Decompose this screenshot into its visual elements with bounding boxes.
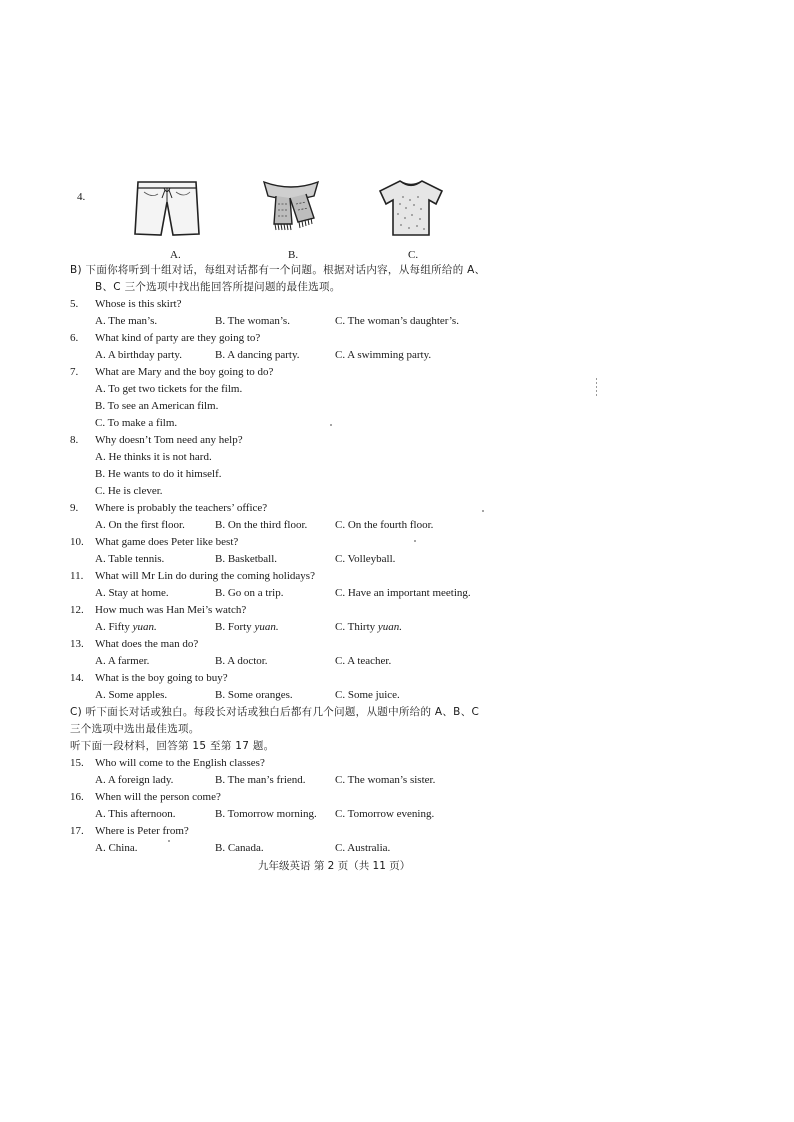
option-b: B. A dancing party. (215, 349, 300, 361)
option-c: C. Have an important meeting. (335, 587, 471, 599)
question-5-options (70, 313, 540, 330)
option-c: C. Thirty yuan. (335, 621, 403, 633)
option-b: B. On the third floor. (215, 519, 308, 531)
question-11 (70, 568, 540, 585)
question-number: 10. (70, 536, 84, 548)
option-b: B. Basketball. (215, 553, 278, 565)
question-13 (70, 636, 540, 653)
option-a: A. On the first floor. (95, 519, 185, 531)
question-text: What kind of party are they going to? (95, 332, 261, 344)
scan-speck (168, 840, 170, 842)
option-c: C. Volleyball. (335, 553, 396, 565)
question-text: What is the boy going to buy? (95, 672, 228, 684)
question-17-options (70, 840, 540, 857)
option-c: C. Australia. (335, 842, 391, 854)
yuan-italic: yuan. (132, 621, 157, 633)
scan-speck (330, 424, 332, 426)
question-text: Who will come to the English classes? (95, 757, 265, 769)
option-b: B. Forty yuan. (215, 621, 279, 633)
option-a: A. China. (95, 842, 138, 854)
question-number: 8. (70, 434, 79, 446)
question-text: What are Mary and the boy going to do? (95, 366, 274, 378)
page-footer: 九年级英语 第 2 页（共 11 页） (258, 860, 411, 872)
option-b: B. Some oranges. (215, 689, 293, 701)
option-c: C. He is clever. (95, 485, 163, 497)
tshirt-icon (376, 178, 446, 238)
section-b-heading-1: B) 下面你将听到十组对话，每组对话都有一个问题。根据对话内容，从每组所给的 A、 (70, 264, 486, 276)
option-b: B. He wants to do it himself. (95, 468, 222, 480)
section-b-heading-2: B、C 三个选项中找出能回答所提问题的最佳选项。 (95, 281, 341, 293)
question-text: What game does Peter like best? (95, 536, 239, 548)
option-c: C. Some juice. (335, 689, 400, 701)
option-b: B. A doctor. (215, 655, 268, 667)
scan-speck (482, 510, 484, 512)
scan-speck (414, 540, 416, 542)
section-c-heading-1: C) 听下面长对话或独白。每段长对话或独白后都有几个问题，从题中所给的 A、B、C (70, 706, 480, 718)
option-a: A. Table tennis. (95, 553, 165, 565)
question-16 (70, 789, 540, 806)
question-14 (70, 670, 540, 687)
question-7 (70, 364, 540, 381)
option-c: C. A swimming party. (335, 349, 432, 361)
question-text: How much was Han Mei’s watch? (95, 604, 247, 616)
option-c: C. The woman’s daughter’s. (335, 315, 459, 327)
option-label-a: A. (170, 249, 181, 261)
question-number: 15. (70, 757, 84, 769)
option-c: C. A teacher. (335, 655, 392, 667)
question-15-options (70, 772, 540, 789)
question-number: 14. (70, 672, 84, 684)
option-b: B. To see an American film. (95, 400, 219, 412)
question-14-options (70, 687, 540, 704)
option-b: B. Canada. (215, 842, 264, 854)
question-10 (70, 534, 540, 551)
question-number: 13. (70, 638, 84, 650)
question-number: 5. (70, 298, 79, 310)
option-c: C. The woman’s sister. (335, 774, 436, 786)
option-label-b: B. (288, 249, 299, 261)
yuan-italic: yuan. (377, 621, 403, 633)
question-9 (70, 500, 540, 517)
option-a: A. This afternoon. (95, 808, 176, 820)
question-number: 7. (70, 366, 79, 378)
question-9-options (70, 517, 540, 534)
option-b: B. Go on a trip. (215, 587, 284, 599)
question-text: What will Mr Lin do during the coming holidays? (95, 570, 315, 582)
option-c: C. On the fourth floor. (335, 519, 434, 531)
section-c-heading-2: 三个选项中选出最佳选项。 (70, 723, 200, 735)
question-text: Why doesn’t Tom need any help? (95, 434, 243, 446)
yuan-italic: yuan. (254, 621, 279, 633)
option-a: A. Stay at home. (95, 587, 169, 599)
question-number: 9. (70, 502, 79, 514)
question-number: 6. (70, 332, 79, 344)
question-12-options (70, 619, 540, 636)
question-16-options (70, 806, 540, 823)
option-c: C. To make a film. (95, 417, 178, 429)
question-12 (70, 602, 540, 619)
question-8 (70, 432, 540, 449)
question-text: Whose is this skirt? (95, 298, 182, 310)
shorts-icon (132, 178, 202, 238)
option-a: A. To get two tickets for the film. (95, 383, 243, 395)
question-number: 12. (70, 604, 84, 616)
question-4-number: 4. (77, 191, 86, 203)
exam-content (70, 262, 540, 857)
option-a: A. A birthday party. (95, 349, 182, 361)
question-6-options (70, 347, 540, 364)
scan-mark (596, 378, 597, 396)
question-text: Where is Peter from? (95, 825, 189, 837)
option-a: A. Fifty yuan. (95, 621, 157, 633)
option-b: B. The woman’s. (215, 315, 290, 327)
option-c: C. Tomorrow evening. (335, 808, 435, 820)
question-5 (70, 296, 540, 313)
question-13-options (70, 653, 540, 670)
question-number: 16. (70, 791, 84, 803)
option-a: A. The man’s. (95, 315, 158, 327)
option-label-c: C. (408, 249, 419, 261)
option-b: B. The man’s friend. (215, 774, 306, 786)
question-text: What does the man do? (95, 638, 199, 650)
question-number: 11. (70, 570, 84, 582)
question-15 (70, 755, 540, 772)
question-17 (70, 823, 540, 840)
option-b: B. Tomorrow morning. (215, 808, 317, 820)
scarf-icon (258, 178, 324, 236)
option-a: A. A foreign lady. (95, 774, 174, 786)
section-c-sub-heading: 听下面一段材料，回答第 15 至第 17 题。 (70, 740, 275, 752)
question-text: When will the person come? (95, 791, 221, 803)
question-6 (70, 330, 540, 347)
option-a: A. A farmer. (95, 655, 150, 667)
option-a: A. Some apples. (95, 689, 168, 701)
question-11-options (70, 585, 540, 602)
question-number: 17. (70, 825, 84, 837)
question-10-options (70, 551, 540, 568)
question-text: Where is probably the teachers’ office? (95, 502, 268, 514)
option-a: A. He thinks it is not hard. (95, 451, 212, 463)
